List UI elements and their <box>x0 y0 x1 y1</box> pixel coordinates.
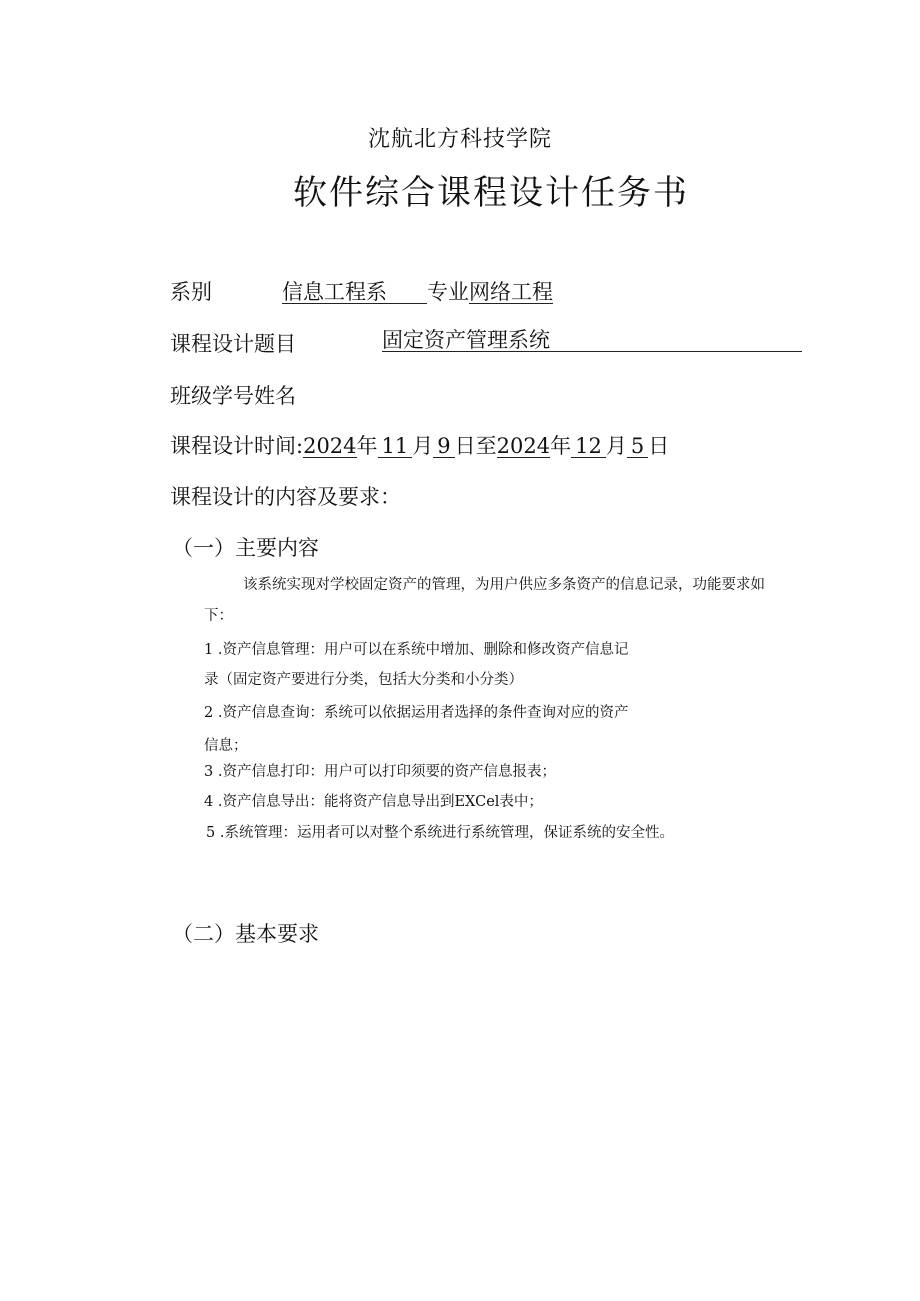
topic-row <box>382 328 802 352</box>
department-row <box>170 276 212 306</box>
section2-heading: （二）基本要求 <box>172 922 319 946</box>
list-item-4-text: .资产信息导出：能将资产信息导出到EXCel表中； <box>217 794 543 810</box>
class-id-name-label: 班级学号姓名 <box>170 384 296 408</box>
end-day: 5 <box>627 435 648 458</box>
list-item-1 <box>204 638 628 659</box>
school-name: 沈航北方科技学院 <box>367 127 552 152</box>
list-item-5-text: .系统管理：运用者可以对整个系统进行系统管理，保证系统的安全性。 <box>219 825 674 841</box>
list-item-1-cont: 录（固定资产要进行分类，包括大分类和小分类） <box>204 672 523 688</box>
design-time-row <box>170 430 669 460</box>
list-item-2-text: .资产信息查询：系统可以依据运用者选择的条件查询对应的资产 <box>217 705 629 721</box>
day-char-2: 日 <box>648 434 670 458</box>
section1-intro-line2: 下： <box>204 608 233 624</box>
department-value: 信息工程系 <box>282 281 427 304</box>
topic-label: 课程设计题目 <box>170 332 296 356</box>
time-label: 课程设计时间: <box>170 434 304 458</box>
to-char: 至 <box>475 434 497 458</box>
day-char-1: 日 <box>454 434 476 458</box>
list-item-3-text: .资产信息打印：用户可以打印须要的资产信息报表； <box>217 764 556 780</box>
requirements-heading: 课程设计的内容及要求： <box>170 485 401 509</box>
month-char-2: 月 <box>605 434 627 458</box>
list-item-2-num: 2 <box>204 705 214 721</box>
list-item-1-num: 1 <box>204 642 214 658</box>
list-item-2-cont: 信息； <box>204 738 248 754</box>
start-year: 2024 <box>303 434 357 458</box>
list-item-5 <box>206 821 674 842</box>
month-char-1: 月 <box>412 434 434 458</box>
document-title: 软件综合课程设计任务书 <box>293 173 689 213</box>
section1-intro-line1: 该系统实现对学校固定资产的管理，为用户供应多条资产的信息记录，功能要求如 <box>243 577 765 593</box>
major-value: 网络工程 <box>469 280 553 304</box>
start-day: 9 <box>433 435 454 458</box>
list-item-1-text: .资产信息管理：用户可以在系统中增加、删除和修改资产信息记 <box>217 642 629 658</box>
department-major-values <box>282 276 553 306</box>
end-year: 2024 <box>496 434 551 458</box>
list-item-2 <box>204 701 628 722</box>
list-item-3 <box>204 760 556 781</box>
year-char-1: 年 <box>356 434 378 458</box>
list-item-3-num: 3 <box>204 764 214 780</box>
topic-value: 固定资产管理系统 <box>382 329 802 352</box>
list-item-4-num: 4 <box>204 794 214 810</box>
major-label: 专业 <box>427 280 469 304</box>
list-item-4 <box>204 790 543 811</box>
department-label: 系别 <box>170 280 212 304</box>
end-month: 12 <box>571 435 606 458</box>
section1-heading: （一）主要内容 <box>172 536 319 560</box>
year-char-2: 年 <box>550 434 572 458</box>
list-item-5-num: 5 <box>206 825 216 841</box>
start-month: 11 <box>378 435 413 458</box>
